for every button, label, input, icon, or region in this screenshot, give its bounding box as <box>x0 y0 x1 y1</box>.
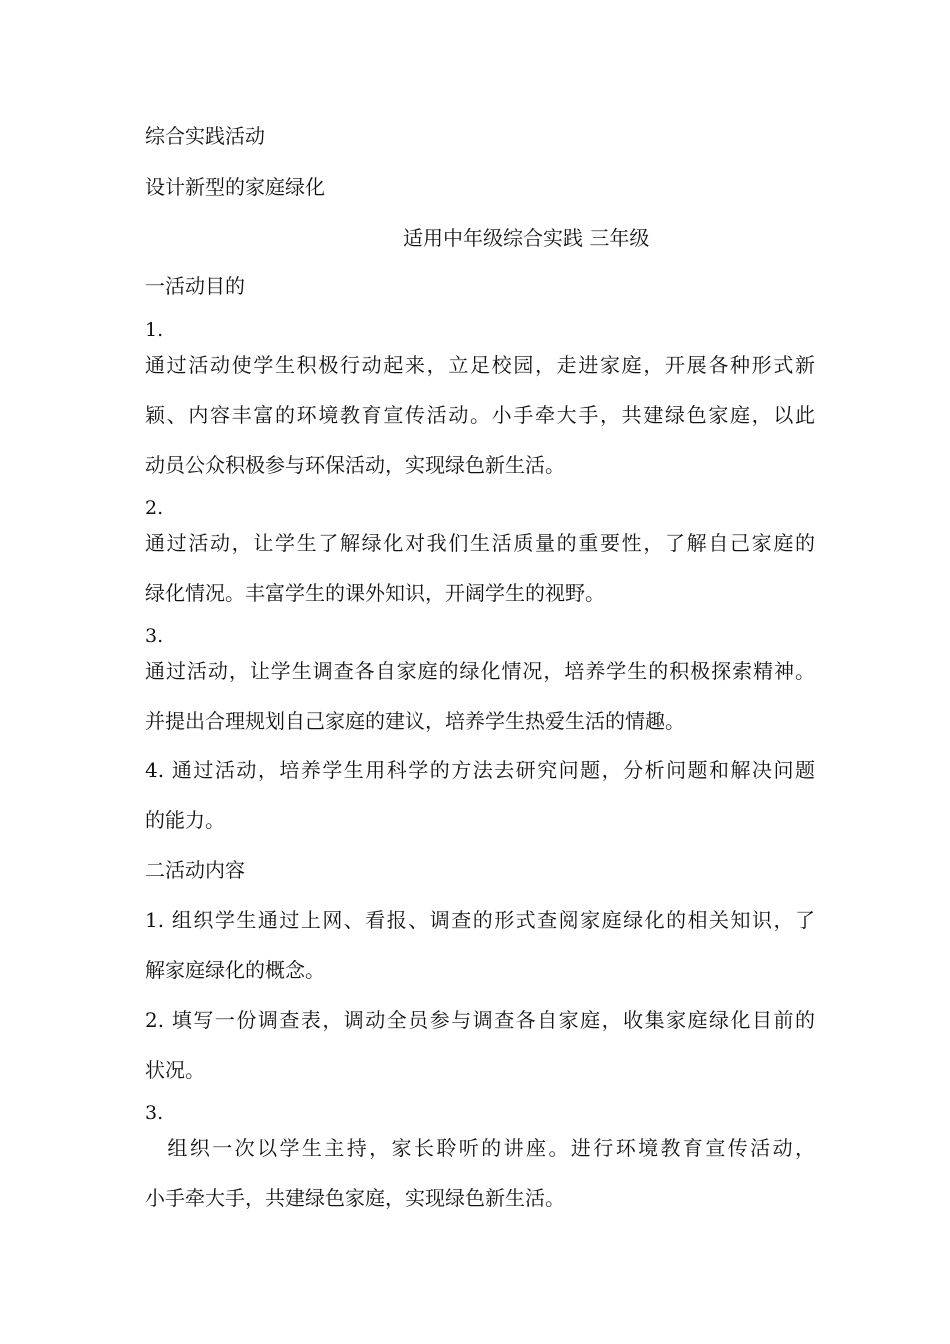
content-3-line-1: 组织一次以学生主持，家长聆听的讲座。进行环境教育宣传活动， <box>145 1136 815 1160</box>
content-3-number: 3. <box>145 1102 164 1124</box>
goal-3-line-2: 并提出合理规划自己家庭的建议，培养学生热爱生活的情趣。 <box>145 709 685 733</box>
goal-1-line-2: 颖、内容丰富的环境教育宣传活动。小手牵大手，共建绿色家庭，以此 <box>145 403 815 427</box>
content-1-line-1: 1. 组织学生通过上网、看报、调查的形式查阅家庭绿化的相关知识，了 <box>145 908 815 932</box>
document-title: 综合实践活动 <box>145 124 265 148</box>
goal-3-number: 3. <box>145 625 164 647</box>
content-2-line-1: 2. 填写一份调查表，调动全员参与调查各自家庭，收集家庭绿化目前的 <box>145 1008 815 1032</box>
section-heading-goals: 一活动目的 <box>145 274 245 298</box>
goal-2-line-2: 绿化情况。丰富学生的课外知识，开阔学生的视野。 <box>145 581 605 605</box>
goal-1-line-1: 通过活动使学生积极行动起来，立足校园，走进家庭，开展各种形式新 <box>145 353 815 377</box>
document-subtitle: 设计新型的家庭绿化 <box>145 175 325 199</box>
content-1-line-2: 解家庭绿化的概念。 <box>145 958 325 982</box>
goal-2-line-1: 通过活动，让学生了解绿化对我们生活质量的重要性，了解自己家庭的 <box>145 531 815 555</box>
goal-2-number: 2. <box>145 497 164 519</box>
content-2-line-2: 状况。 <box>145 1058 205 1082</box>
applicability-line: 适用中年级综合实践 三年级 <box>403 226 650 250</box>
goal-1-number: 1. <box>145 319 164 341</box>
goal-3-line-1: 通过活动，让学生调查各自家庭的绿化情况，培养学生的积极探索精神。 <box>145 659 815 683</box>
section-heading-content: 二活动内容 <box>145 858 245 882</box>
content-3-line-2: 小手牵大手，共建绿色家庭，实现绿色新生活。 <box>145 1186 565 1210</box>
goal-1-line-3: 动员公众积极参与环保活动，实现绿色新生活。 <box>145 453 565 477</box>
goal-4-line-1: 4. 通过活动，培养学生用科学的方法去研究问题，分析问题和解决问题 <box>145 758 815 782</box>
goal-4-line-2: 的能力。 <box>145 808 225 832</box>
